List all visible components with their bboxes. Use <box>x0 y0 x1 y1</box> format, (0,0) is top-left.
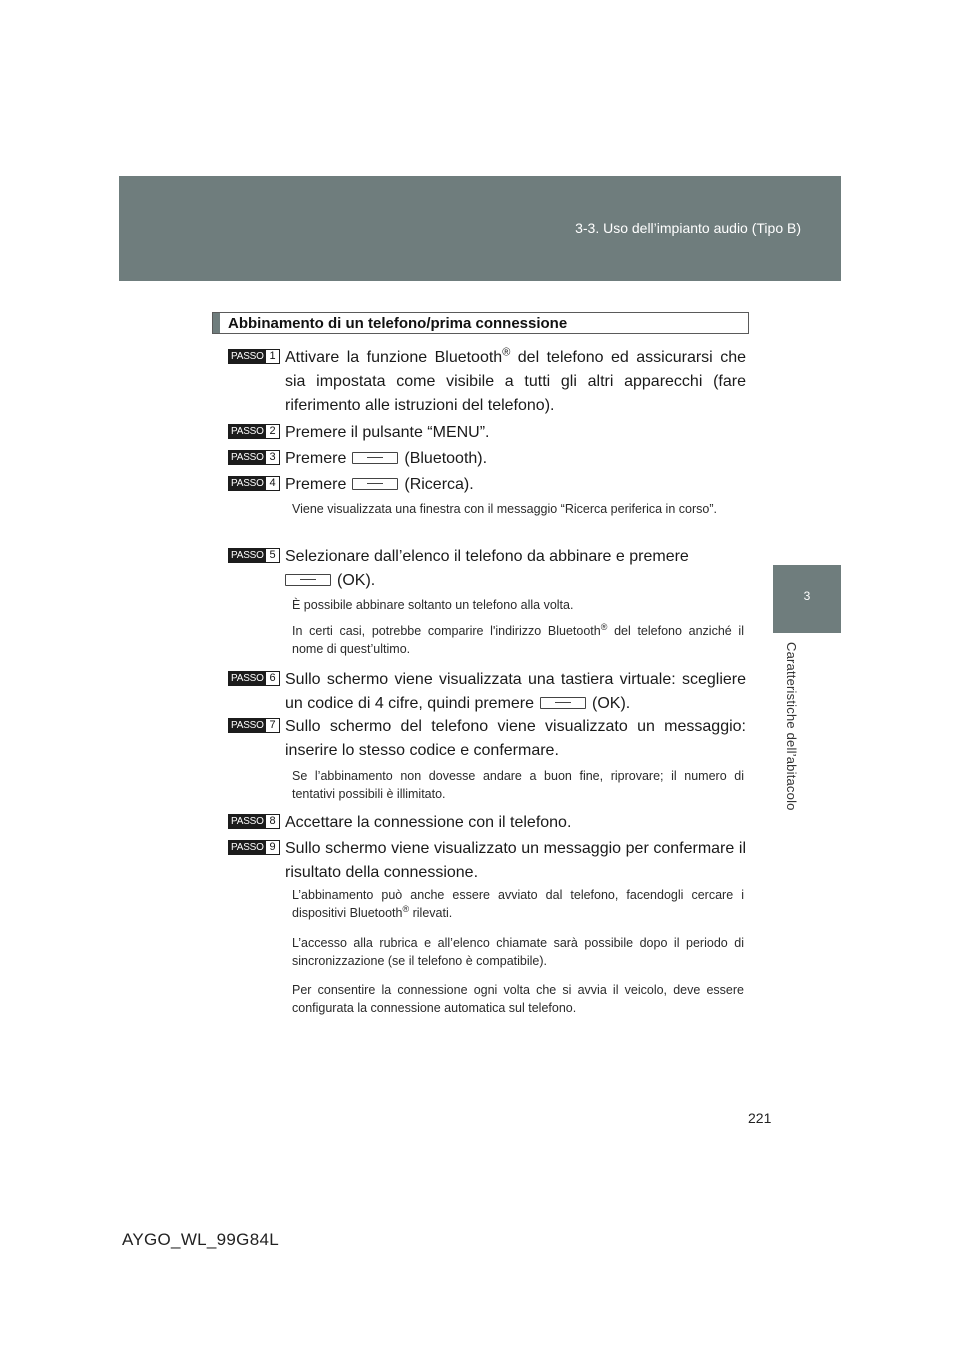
step-7 <box>228 715 746 763</box>
step-text: Premere il pulsante “MENU”. <box>285 424 490 441</box>
step-text: Premere (Bluetooth). <box>285 450 488 467</box>
step-badge: PASSO 8 <box>228 814 280 829</box>
step-5 <box>228 545 746 593</box>
step-badge: PASSO 1 <box>228 349 280 364</box>
note: Viene visualizzata una finestra con il messaggio “Ricerca periferica in corso”. <box>292 502 717 516</box>
step-text: Accettare la connessione con il telefono. <box>285 814 572 831</box>
step-8 <box>228 811 746 835</box>
note: L’abbinamento può anche essere avviato dal telefono, facendogli cercare i dispositivi Bluetooth® rilevati. <box>292 888 744 920</box>
note: L’accesso alla rubrica e all’elenco chiamate sarà possibile dopo il periodo di sincronizzazione (se il telefono è compatibile). <box>292 936 744 968</box>
step-text: Selezionare dall’elenco il telefono da abbinare e premere (OK). <box>285 548 689 589</box>
step-text: Attivare la funzione Bluetooth® del telefono ed assicurarsi che sia impostata come visibile a tutti gli altri apparecchi (fare riferimento alle istruzioni del telefono). <box>285 346 746 414</box>
button-icon <box>285 574 331 586</box>
document-code: AYGO_WL_99G84L <box>122 1230 279 1249</box>
step-text: Sullo schermo del telefono viene visualizzato un messaggio: inserire lo stesso codice e confermare. <box>285 718 746 759</box>
button-icon <box>540 697 586 709</box>
section-title-text: Abbinamento di un telefono/prima connessione <box>228 315 568 332</box>
button-icon <box>352 478 398 490</box>
step-9 <box>228 837 746 885</box>
step-1 <box>228 346 746 418</box>
button-icon <box>352 452 398 464</box>
step-badge: PASSO 3 <box>228 450 280 465</box>
step-badge: PASSO 9 <box>228 840 280 855</box>
section-header: 3-3. Uso dell’impianto audio (Tipo B) <box>575 220 801 236</box>
step-text: Sullo schermo viene visualizzata una tastiera virtuale: scegliere un codice di 4 cifre, quindi premere (OK). <box>285 671 746 712</box>
section-title-bar <box>213 313 220 333</box>
step-badge: PASSO 6 <box>228 671 280 686</box>
step-6 <box>228 668 746 716</box>
section-title <box>212 312 749 334</box>
step-2 <box>228 421 746 445</box>
step-badge: PASSO 2 <box>228 424 280 439</box>
chapter-number: 3 <box>803 589 811 603</box>
step-3 <box>228 447 746 471</box>
step-badge: PASSO 5 <box>228 548 280 563</box>
note: È possibile abbinare soltanto un telefono alla volta. <box>292 598 574 612</box>
note: Per consentire la connessione ogni volta che si avvia il veicolo, deve essere configurata la connessione automatica sul telefono. <box>292 983 744 1015</box>
step-text: Premere (Ricerca). <box>285 476 474 493</box>
note: Se l’abbinamento non dovesse andare a buon fine, riprovare; il numero di tentativi possibili è illimitato. <box>292 769 744 801</box>
step-4 <box>228 473 746 497</box>
step-badge: PASSO 7 <box>228 718 280 733</box>
page-number: 221 <box>748 1110 772 1126</box>
chapter-tab <box>773 565 841 633</box>
step-text: Sullo schermo viene visualizzato un messaggio per confermare il risultato della connessione. <box>285 840 746 881</box>
header-band <box>119 176 841 281</box>
step-badge: PASSO 4 <box>228 476 280 491</box>
chapter-title: Caratteristiche dell’abitacolo <box>784 642 799 811</box>
note: In certi casi, potrebbe comparire l'indirizzo Bluetooth® del telefono anziché il nome di quest’ultimo. <box>292 621 744 656</box>
